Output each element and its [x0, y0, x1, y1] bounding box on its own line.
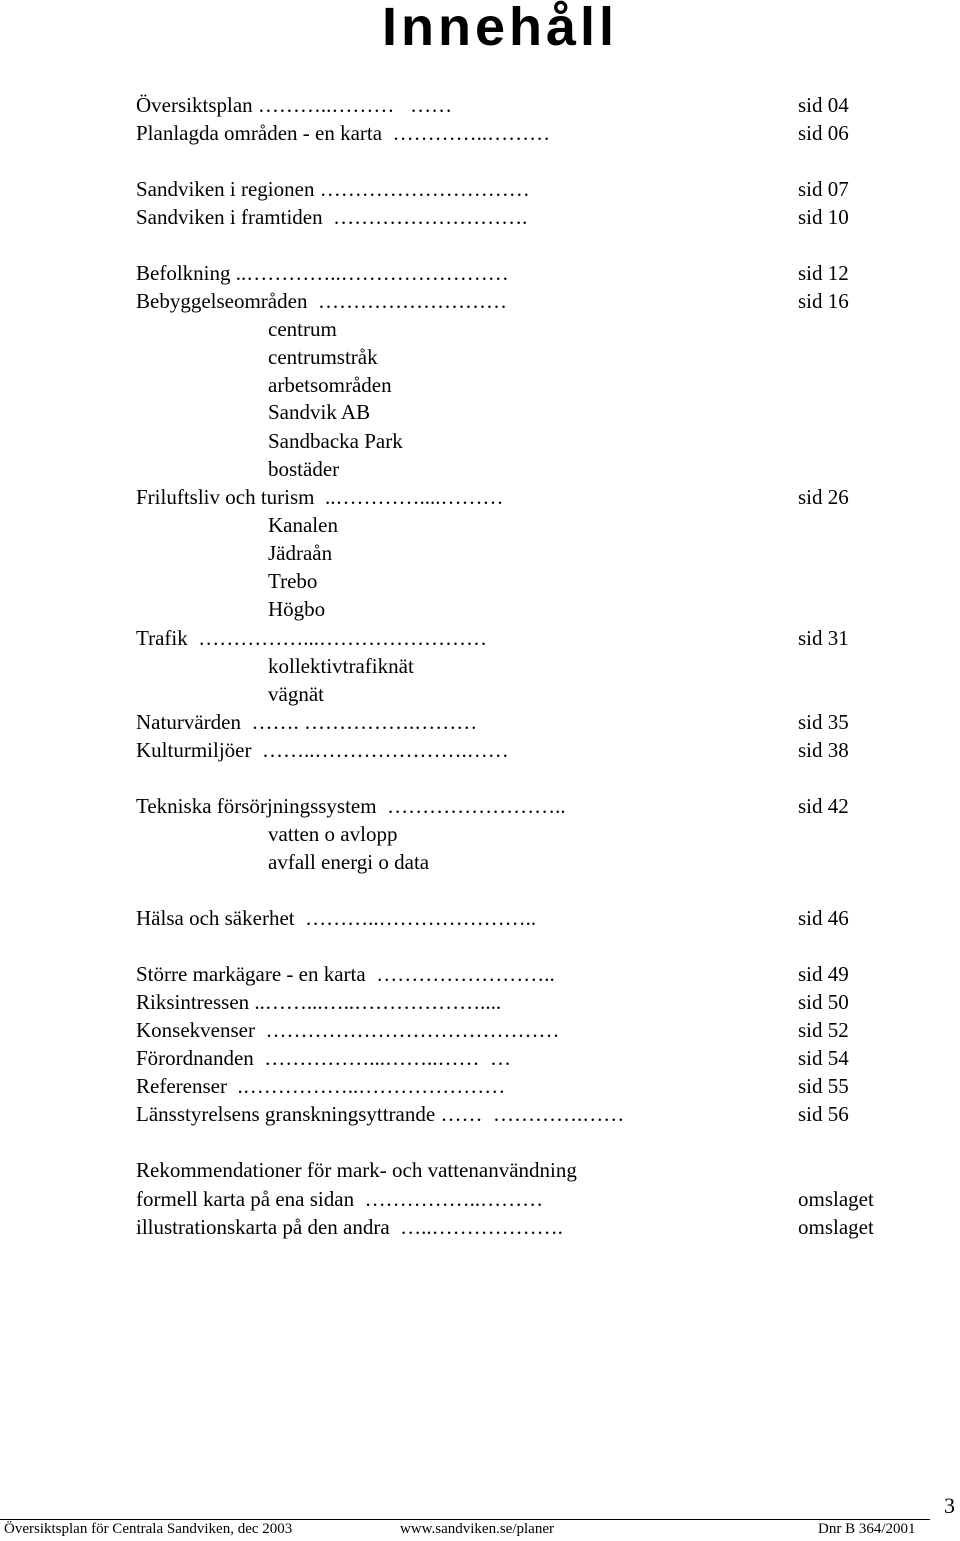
toc-page-reference: sid 10 [798, 205, 849, 229]
footer-website: www.sandviken.se/planer [400, 1521, 554, 1537]
toc-page-reference: sid 52 [798, 1018, 849, 1042]
toc-page-reference: sid 38 [798, 738, 849, 762]
toc-page-reference: sid 35 [798, 710, 849, 734]
toc-subentry: Jädraån [268, 541, 333, 565]
toc-entry: Kulturmiljöer ……..………………….…… [136, 738, 509, 762]
toc-page-reference: sid 55 [798, 1074, 849, 1098]
toc-entry: Planlagda områden - en karta …………..……… [136, 121, 551, 145]
toc-entry: Trafik ……………...…………………… [136, 626, 487, 650]
page-title: Innehåll [381, 0, 619, 57]
toc-page-reference: sid 56 [798, 1102, 849, 1126]
toc-entry: Bebyggelseområden ……………………… [136, 289, 507, 313]
page-number: 3 [944, 1493, 955, 1518]
toc-subentry: kollektivtrafiknät [268, 654, 414, 678]
footer-reference-number: Dnr B 364/2001 [818, 1521, 916, 1537]
toc-subentry: Sandbacka Park [268, 429, 403, 453]
toc-entry: Förordnanden ……………...……..…… … [136, 1046, 512, 1070]
toc-entry: Sandviken i regionen ………………………… [136, 177, 530, 201]
toc-page-reference: sid 46 [798, 906, 849, 930]
toc-page-reference: sid 04 [798, 93, 849, 117]
toc-entry: Friluftsliv och turism ..…………....……… [136, 485, 504, 509]
toc-page-reference: sid 49 [798, 962, 849, 986]
toc-page-reference: sid 26 [798, 485, 849, 509]
toc-page-reference: sid 16 [798, 289, 849, 313]
toc-entry: Tekniska försörjningssystem …………………….. [136, 794, 566, 818]
toc-entry: Riksintressen ..……...…..……………….... [136, 990, 502, 1014]
toc-subentry: vatten o avlopp [268, 822, 398, 846]
toc-page-reference: sid 07 [798, 177, 849, 201]
toc-entry: Översiktsplan ………..……… …… [136, 93, 453, 117]
toc-subentry: vägnät [268, 682, 324, 706]
toc-entry: Länsstyrelsens granskningsyttrande …… ………….…… [136, 1102, 625, 1126]
toc-entry: Befolkning ..…………..…………………… [136, 261, 509, 285]
toc-entry: Konsekvenser …………………………………… [136, 1018, 560, 1042]
footer-document-title: Översiktsplan för Centrala Sandviken, dec 2003 [4, 1521, 293, 1537]
toc-subentry: Sandvik AB [268, 400, 371, 424]
toc-subentry: avfall energi o data [268, 850, 430, 874]
toc-subentry: Högbo [268, 597, 326, 621]
toc-page-reference: sid 42 [798, 794, 849, 818]
toc-subentry: bostäder [268, 457, 340, 481]
toc-subentry: arbetsområden [268, 373, 392, 397]
toc-entry: Referenser .……………..………………… [136, 1074, 506, 1098]
toc-entry: illustrationskarta på den andra …..………………. [136, 1215, 563, 1239]
toc-page-reference: sid 31 [798, 626, 849, 650]
toc-entry: Rekommendationer för mark- och vattenanvändning [136, 1158, 577, 1182]
toc-subentry: Kanalen [268, 513, 338, 537]
toc-entry: Sandviken i framtiden ………………………. [136, 205, 528, 229]
toc-entry: Naturvärden ……. …………….……… [136, 710, 478, 734]
toc-subentry: centrumstråk [268, 345, 378, 369]
toc-page-reference: sid 06 [798, 121, 849, 145]
toc-page-reference: omslaget [798, 1187, 874, 1211]
toc-page-reference: sid 50 [798, 990, 849, 1014]
toc-entry: Större markägare - en karta …………………….. [136, 962, 555, 986]
toc-page-reference: sid 54 [798, 1046, 849, 1070]
toc-subentry: centrum [268, 317, 337, 341]
toc-page-reference: sid 12 [798, 261, 849, 285]
toc-subentry: Trebo [268, 569, 318, 593]
toc-entry: Hälsa och säkerhet ………..………………….. [136, 906, 537, 930]
toc-entry: formell karta på ena sidan ……………..……… [136, 1187, 544, 1211]
toc-page-reference: omslaget [798, 1215, 874, 1239]
